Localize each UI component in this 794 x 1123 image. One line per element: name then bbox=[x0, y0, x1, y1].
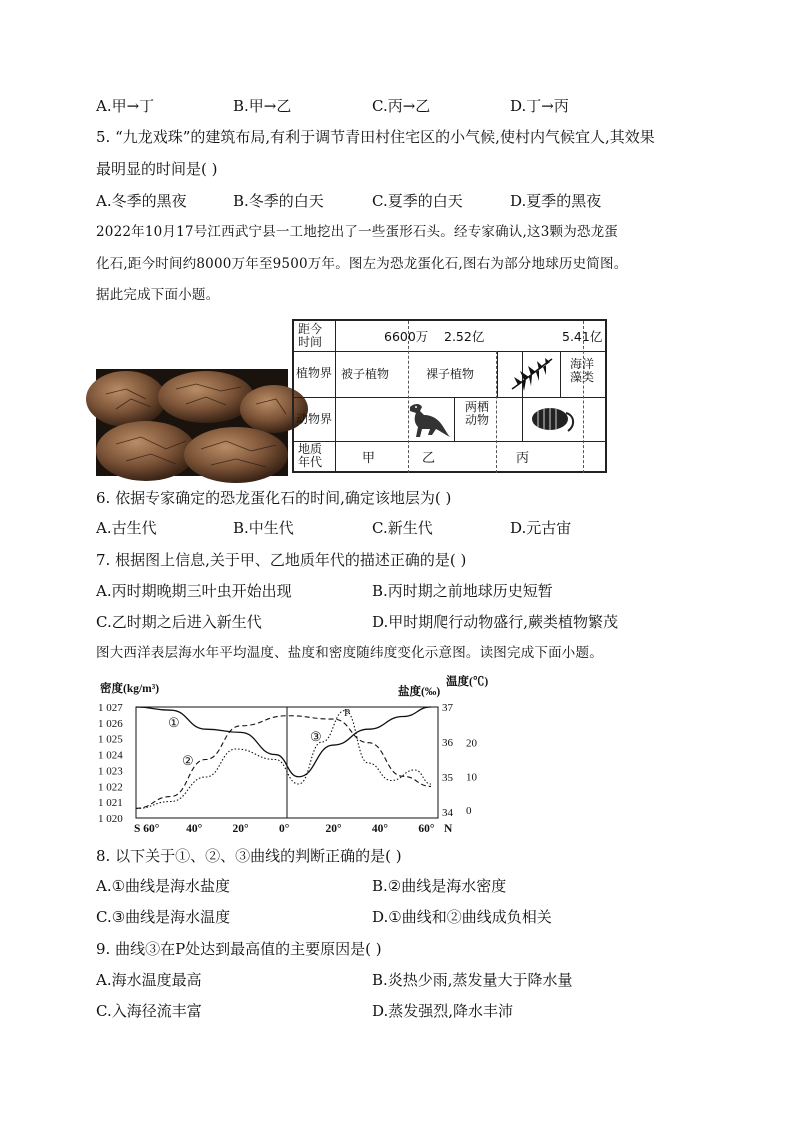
dinosaur-icon bbox=[402, 401, 452, 439]
q5-stem-line1: 5. “九龙戏珠”的建筑布局,有利于调节青田村住宅区的小气候,使村内气候宜人,其效果 bbox=[96, 128, 655, 146]
curve-label-1: ① bbox=[168, 715, 180, 730]
row-animal-label: 动物界 bbox=[296, 412, 333, 426]
q6-option-d: D.元古宙 bbox=[510, 519, 572, 537]
q9-stem: 9. 曲线③在P处达到最高值的主要原因是( ) bbox=[96, 940, 382, 958]
plant-angiosperm: 被子植物 bbox=[341, 367, 390, 381]
q5-option-d: D.夏季的黑夜 bbox=[510, 192, 602, 210]
q7-stem: 7. 根据图上信息,关于甲、乙地质年代的描述正确的是( ) bbox=[96, 551, 467, 569]
series-line-2 bbox=[136, 716, 431, 809]
salinity-tick: 34 bbox=[442, 807, 453, 819]
q4-option-a: A.甲→丁 bbox=[96, 97, 155, 115]
density-tick: 1 027 bbox=[98, 702, 123, 714]
q4-option-c: C.丙→乙 bbox=[372, 97, 431, 115]
x-tick: 20° bbox=[232, 823, 249, 835]
trilobite-icon bbox=[528, 403, 578, 437]
density-tick: 1 023 bbox=[98, 765, 123, 778]
density-tick: 1 024 bbox=[98, 749, 123, 762]
time-mark-252m: 2.52亿 bbox=[444, 329, 485, 344]
salinity-axis-title: 盐度(‰) bbox=[398, 686, 441, 698]
x-tick: N bbox=[444, 823, 453, 835]
q9-option-a: A.海水温度最高 bbox=[96, 971, 202, 989]
geologic-history-table bbox=[292, 319, 607, 473]
salinity-tick: 37 bbox=[442, 702, 453, 714]
q4-option-b: B.甲→乙 bbox=[233, 97, 292, 115]
era-jia: 甲 bbox=[362, 451, 376, 466]
q7-option-c: C.乙时期之后进入新生代 bbox=[96, 613, 262, 631]
chart-canvas bbox=[98, 675, 489, 835]
x-tick: 40° bbox=[186, 823, 203, 835]
density-axis-title: 密度(kg/m³) bbox=[100, 683, 160, 695]
q5-option-a: A.冬季的黑夜 bbox=[96, 192, 187, 210]
era-yi: 乙 bbox=[422, 451, 436, 466]
point-label-p: P bbox=[344, 707, 351, 719]
plant-gymnosperm: 裸子植物 bbox=[426, 367, 475, 381]
density-tick: 1 021 bbox=[98, 797, 123, 810]
density-tick: 1 022 bbox=[98, 781, 123, 794]
time-mark-66m: 6600万 bbox=[384, 329, 429, 344]
x-tick: S 60° bbox=[134, 823, 160, 835]
q6-stem: 6. 依据专家确定的恐龙蛋化石的时间,确定该地层为( ) bbox=[96, 489, 452, 507]
q6-option-c: C.新生代 bbox=[372, 519, 433, 537]
intro1-line3: 据此完成下面小题。 bbox=[96, 287, 220, 303]
temperature-tick: 0 bbox=[466, 805, 472, 817]
q8-option-c: C.③曲线是海水温度 bbox=[96, 908, 231, 926]
q9-option-d: D.蒸发强烈,降水丰沛 bbox=[372, 1002, 514, 1020]
q7-option-a: A.丙时期晚期三叶虫开始出现 bbox=[96, 582, 292, 600]
q6-option-b: B.中生代 bbox=[233, 519, 294, 537]
q9-option-b: B.炎热少雨,蒸发量大于降水量 bbox=[372, 971, 573, 989]
curve-label-3: ③ bbox=[310, 729, 322, 744]
fern-icon bbox=[508, 355, 556, 393]
q7-option-b: B.丙时期之前地球历史短暂 bbox=[372, 582, 553, 600]
time-mark-541m: 5.41亿 bbox=[562, 329, 603, 344]
density-tick: 1 026 bbox=[98, 717, 123, 730]
q4-option-d: D.丁→丙 bbox=[510, 97, 569, 115]
density-tick: 1 020 bbox=[98, 813, 123, 825]
q8-option-b: B.②曲线是海水密度 bbox=[372, 877, 507, 895]
row-era-label: 地质 年代 bbox=[298, 442, 323, 469]
q8-stem: 8. 以下关于①、②、③曲线的判断正确的是( ) bbox=[96, 847, 402, 865]
temperature-tick: 10 bbox=[466, 771, 477, 784]
era-bing: 丙 bbox=[516, 451, 530, 466]
q5-stem-line2: 最明显的时间是( ) bbox=[96, 160, 218, 178]
row-time-label: 距今 时间 bbox=[298, 322, 323, 349]
row-plant-label: 植物界 bbox=[296, 366, 333, 380]
atlantic-surface-chart bbox=[98, 675, 489, 835]
q8-option-a: A.①曲线是海水盐度 bbox=[96, 877, 231, 895]
q5-option-c: C.夏季的白天 bbox=[372, 192, 463, 210]
intro1-line1: 2022年10月17号江西武宁县一工地挖出了一些蛋形石头。经专家确认,这3颗为恐龙蛋 bbox=[96, 224, 618, 240]
series-line-1 bbox=[136, 707, 431, 777]
temperature-tick: 20 bbox=[466, 737, 477, 750]
animal-amphibian: 两栖 动物 bbox=[465, 400, 490, 427]
x-tick: 20° bbox=[325, 823, 342, 835]
q7-option-d: D.甲时期爬行动物盛行,蕨类植物繁茂 bbox=[372, 613, 619, 631]
x-tick: 60° bbox=[418, 823, 435, 835]
salinity-tick: 35 bbox=[442, 772, 453, 784]
q6-option-a: A.古生代 bbox=[96, 519, 157, 537]
curve-label-2: ② bbox=[182, 753, 194, 768]
dinosaur-egg-photo bbox=[96, 369, 288, 476]
intro2: 图大西洋表层海水年平均温度、盐度和密度随纬度变化示意图。读图完成下面小题。 bbox=[96, 645, 603, 661]
x-tick: 40° bbox=[371, 823, 389, 835]
temperature-axis-title: 温度(℃) bbox=[446, 676, 489, 688]
density-tick: 1 025 bbox=[98, 733, 123, 746]
q9-option-c: C.入海径流丰富 bbox=[96, 1002, 202, 1020]
salinity-tick: 36 bbox=[442, 737, 453, 749]
q8-option-d: D.①曲线和②曲线成负相关 bbox=[372, 908, 552, 926]
plant-marine-algae: 海洋 藻类 bbox=[570, 357, 595, 384]
intro1-line2: 化石,距今时间约8000万年至9500万年。图左为恐龙蛋化石,图右为部分地球历史简图。 bbox=[96, 256, 628, 272]
x-tick: 0° bbox=[279, 823, 290, 835]
q5-option-b: B.冬季的白天 bbox=[233, 192, 324, 210]
